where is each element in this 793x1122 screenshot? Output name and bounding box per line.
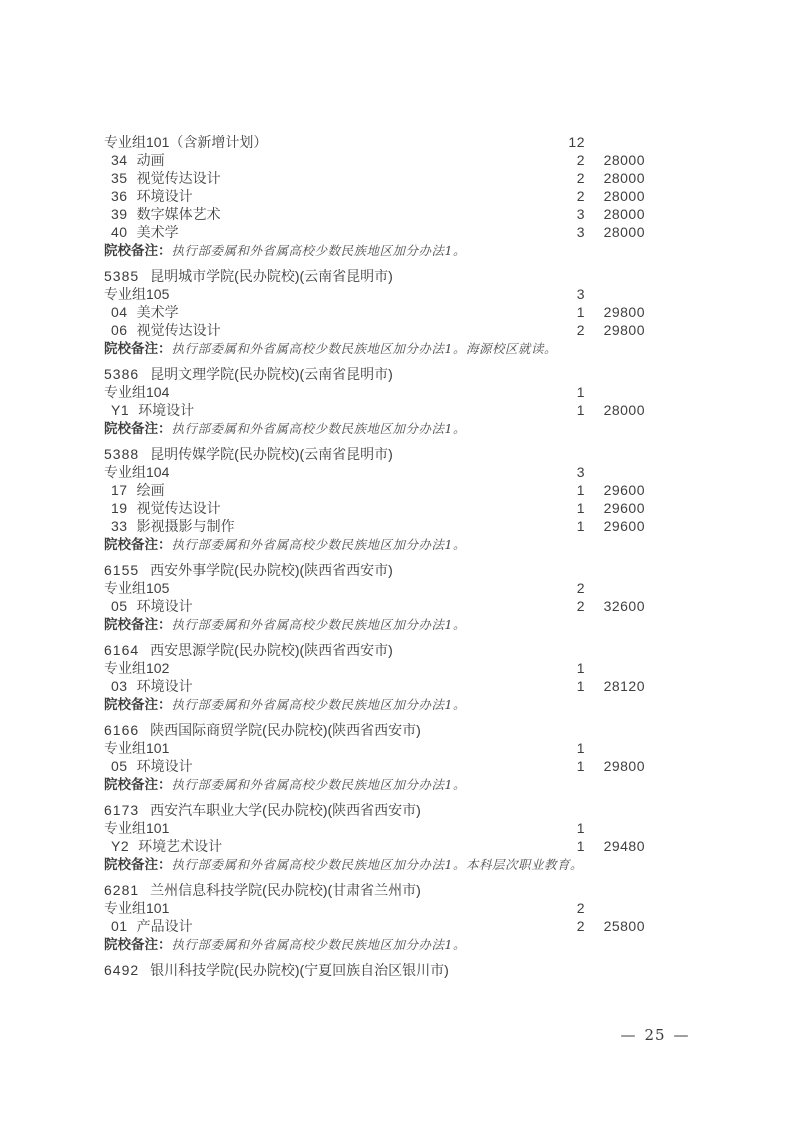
remark-text: 执行部委属和外省属高校少数民族地区加分办法1。海源校区就读。 [171, 341, 557, 356]
major-row [104, 837, 645, 855]
major-row [104, 223, 645, 241]
major-code: 01 [111, 918, 128, 934]
major-row [104, 481, 645, 499]
major-plan-count: 1 [576, 304, 585, 320]
remark-row [104, 339, 645, 358]
major-name: 美术学 [136, 304, 179, 320]
major-tuition-fee: 28000 [603, 170, 645, 186]
major-tuition-fee: 29800 [603, 322, 645, 338]
major-tuition-fee: 29600 [603, 482, 645, 498]
remark-row [104, 535, 645, 554]
major-tuition-fee: 28000 [603, 206, 645, 222]
college-block [104, 133, 645, 260]
major-plan-count: 2 [576, 152, 585, 168]
college-code: 6173 [104, 802, 140, 818]
major-plan-count: 2 [576, 598, 585, 614]
remark-row [104, 241, 645, 260]
college-header-row [104, 961, 645, 979]
major-row [104, 917, 645, 935]
college-block [104, 721, 645, 794]
major-code: 39 [111, 206, 128, 222]
major-name: 动画 [136, 152, 165, 168]
major-tuition-fee: 29600 [603, 500, 645, 516]
college-block [104, 561, 645, 634]
college-header-row [104, 267, 645, 285]
college-name: 西安汽车职业大学(民办院校)(陕西省西安市) [150, 802, 421, 818]
college-name: 昆明传媒学院(民办院校)(云南省昆明市) [150, 446, 393, 462]
document-content [104, 133, 645, 979]
college-code: 6164 [104, 642, 140, 658]
group-header-row [104, 383, 645, 401]
major-name: 产品设计 [136, 918, 193, 934]
major-name: 环境设计 [136, 188, 193, 204]
group-label: 专业组101（含新增计划） [104, 134, 268, 150]
group-total-count: 3 [576, 286, 585, 302]
major-tuition-fee: 28000 [603, 152, 645, 168]
college-code: 6166 [104, 722, 140, 738]
major-tuition-fee: 25800 [603, 918, 645, 934]
college-block [104, 961, 645, 979]
college-header-row [104, 445, 645, 463]
major-tuition-fee: 29800 [603, 304, 645, 320]
major-code: 34 [111, 152, 128, 168]
major-plan-count: 2 [576, 918, 585, 934]
college-block [104, 445, 645, 554]
major-plan-count: 3 [576, 224, 585, 240]
group-header-row [104, 285, 645, 303]
major-row [104, 517, 645, 535]
remark-label: 院校备注： [104, 341, 172, 356]
college-code: 5385 [104, 268, 140, 284]
major-tuition-fee: 28000 [603, 224, 645, 240]
college-name: 陕西国际商贸学院(民办院校)(陕西省西安市) [150, 722, 421, 738]
group-total-count: 2 [576, 900, 585, 916]
college-header-row [104, 721, 645, 739]
group-total-count: 2 [576, 580, 585, 596]
major-plan-count: 1 [576, 482, 585, 498]
group-total-count: 1 [576, 820, 585, 836]
remark-text: 执行部委属和外省属高校少数民族地区加分办法1。 [171, 617, 466, 632]
major-name: 绘画 [136, 482, 165, 498]
page-number-dash-right: — [673, 1026, 690, 1044]
college-block [104, 641, 645, 714]
group-header-row [104, 819, 645, 837]
college-name: 兰州信息科技学院(民办院校)(甘肃省兰州市) [150, 882, 421, 898]
major-code: 03 [111, 678, 128, 694]
college-code: 5386 [104, 366, 140, 382]
major-name: 视觉传达设计 [136, 170, 221, 186]
major-tuition-fee: 28000 [603, 402, 645, 418]
group-label: 专业组104 [104, 464, 170, 480]
major-tuition-fee: 29600 [603, 518, 645, 534]
group-total-count: 1 [576, 740, 585, 756]
major-row [104, 151, 645, 169]
group-header-row [104, 739, 645, 757]
college-name: 西安外事学院(民办院校)(陕西省西安市) [150, 562, 393, 578]
major-name: 美术学 [136, 224, 179, 240]
major-row [104, 187, 645, 205]
remark-row [104, 935, 645, 954]
major-plan-count: 1 [576, 402, 585, 418]
college-block [104, 267, 645, 358]
group-total-count: 1 [576, 660, 585, 676]
major-tuition-fee: 32600 [603, 598, 645, 614]
group-total-count: 12 [568, 134, 585, 150]
page-number [600, 1026, 710, 1044]
college-header-row [104, 801, 645, 819]
major-code: 05 [111, 758, 128, 774]
group-header-row [104, 463, 645, 481]
college-name: 昆明城市学院(民办院校)(云南省昆明市) [150, 268, 393, 284]
major-code: 06 [111, 322, 128, 338]
major-code: Y2 [111, 838, 130, 854]
remark-label: 院校备注： [104, 937, 172, 952]
major-code: 36 [111, 188, 128, 204]
major-code: 19 [111, 500, 128, 516]
major-tuition-fee: 28120 [603, 678, 645, 694]
college-header-row [104, 365, 645, 383]
college-header-row [104, 881, 645, 899]
group-total-count: 1 [576, 384, 585, 400]
major-code: 05 [111, 598, 128, 614]
group-label: 专业组102 [104, 660, 170, 676]
group-total-count: 3 [576, 464, 585, 480]
college-name: 西安思源学院(民办院校)(陕西省西安市) [150, 642, 393, 658]
major-row [104, 303, 645, 321]
college-block [104, 881, 645, 954]
major-row [104, 597, 645, 615]
group-label: 专业组105 [104, 580, 170, 596]
major-code: 40 [111, 224, 128, 240]
group-label: 专业组105 [104, 286, 170, 302]
major-name: 影视摄影与制作 [136, 518, 235, 534]
group-header-row [104, 899, 645, 917]
group-header-row [104, 659, 645, 677]
major-plan-count: 1 [576, 758, 585, 774]
major-code: 35 [111, 170, 128, 186]
remark-text: 执行部委属和外省属高校少数民族地区加分办法1。 [171, 243, 466, 258]
major-name: 数字媒体艺术 [136, 206, 221, 222]
major-row [104, 499, 645, 517]
remark-text: 执行部委属和外省属高校少数民族地区加分办法1。 [171, 421, 466, 436]
major-row [104, 677, 645, 695]
major-plan-count: 2 [576, 170, 585, 186]
major-plan-count: 1 [576, 678, 585, 694]
remark-label: 院校备注： [104, 617, 172, 632]
college-name: 银川科技学院(民办院校)(宁夏回族自治区银川市) [150, 962, 449, 978]
major-row [104, 169, 645, 187]
major-plan-count: 1 [576, 518, 585, 534]
college-block [104, 365, 645, 438]
remark-row [104, 615, 645, 634]
remark-row [104, 855, 645, 874]
major-code: 17 [111, 482, 128, 498]
remark-label: 院校备注： [104, 421, 172, 436]
major-code: 33 [111, 518, 128, 534]
major-tuition-fee: 29800 [603, 758, 645, 774]
remark-text: 执行部委属和外省属高校少数民族地区加分办法1。 [171, 537, 466, 552]
group-label: 专业组104 [104, 384, 170, 400]
group-label: 专业组101 [104, 900, 170, 916]
major-tuition-fee: 29480 [603, 838, 645, 854]
major-name: 环境设计 [136, 598, 193, 614]
major-row [104, 757, 645, 775]
group-header-row [104, 133, 645, 151]
remark-text: 执行部委属和外省属高校少数民族地区加分办法1。 [171, 697, 466, 712]
major-name: 视觉传达设计 [136, 500, 221, 516]
major-plan-count: 1 [576, 838, 585, 854]
major-name: 环境艺术设计 [138, 838, 223, 854]
major-tuition-fee: 28000 [603, 188, 645, 204]
college-name: 昆明文理学院(民办院校)(云南省昆明市) [150, 366, 393, 382]
major-row [104, 401, 645, 419]
remark-row [104, 775, 645, 794]
college-code: 5388 [104, 446, 140, 462]
college-header-row [104, 561, 645, 579]
remark-label: 院校备注： [104, 697, 172, 712]
major-name: 环境设计 [136, 758, 193, 774]
college-header-row [104, 641, 645, 659]
major-plan-count: 2 [576, 188, 585, 204]
group-label: 专业组101 [104, 820, 170, 836]
remark-text: 执行部委属和外省属高校少数民族地区加分办法1。本科层次职业教育。 [171, 857, 583, 872]
remark-label: 院校备注： [104, 537, 172, 552]
remark-label: 院校备注： [104, 243, 172, 258]
major-row [104, 321, 645, 339]
page-number-dash-left: — [620, 1026, 637, 1044]
remark-label: 院校备注： [104, 777, 172, 792]
major-name: 环境设计 [136, 678, 193, 694]
major-plan-count: 2 [576, 322, 585, 338]
remark-label: 院校备注： [104, 857, 172, 872]
college-code: 6492 [104, 962, 140, 978]
remark-text: 执行部委属和外省属高校少数民族地区加分办法1。 [171, 777, 466, 792]
remark-text: 执行部委属和外省属高校少数民族地区加分办法1。 [171, 937, 466, 952]
major-row [104, 205, 645, 223]
remark-row [104, 695, 645, 714]
major-plan-count: 1 [576, 500, 585, 516]
major-name: 视觉传达设计 [136, 322, 221, 338]
page-number-value: 25 [644, 1026, 666, 1044]
college-block [104, 801, 645, 874]
group-header-row [104, 579, 645, 597]
group-label: 专业组101 [104, 740, 170, 756]
college-code: 6155 [104, 562, 140, 578]
college-code: 6281 [104, 882, 140, 898]
major-name: 环境设计 [138, 402, 195, 418]
major-plan-count: 3 [576, 206, 585, 222]
remark-row [104, 419, 645, 438]
major-code: 04 [111, 304, 128, 320]
major-code: Y1 [111, 402, 130, 418]
